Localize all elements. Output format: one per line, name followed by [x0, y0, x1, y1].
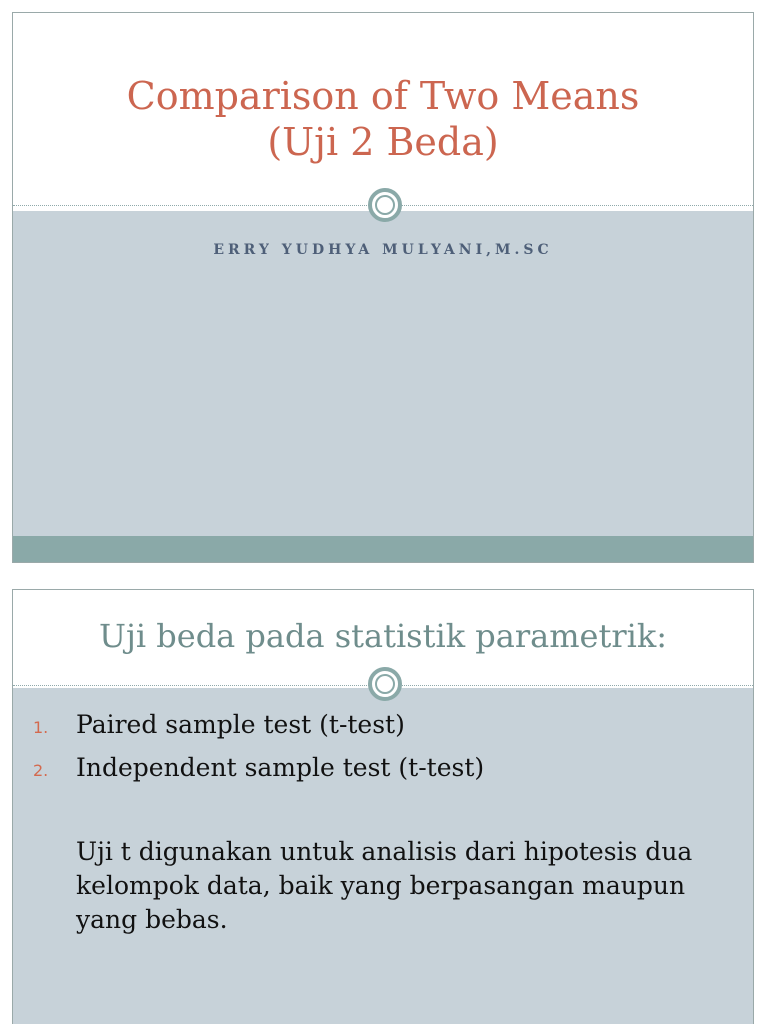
- title-slide: [12, 12, 754, 563]
- list-number: 2.: [33, 761, 49, 780]
- content-panel: [13, 211, 753, 536]
- slide-title: Uji beda pada statistik parametrik:: [98, 617, 668, 655]
- list-text: Paired sample test (t-test): [76, 710, 405, 739]
- body-paragraph: Uji t digunakan untuk analisis dari hipotesis dua kelompok data, baik yang berpasangan maupun yang bebas.: [76, 837, 693, 934]
- list-number: 1.: [33, 718, 49, 737]
- title-area: [13, 13, 753, 207]
- ring-ornament-icon: [368, 188, 402, 222]
- slide-title-line-1: Comparison of Two Means: [126, 74, 640, 118]
- slide-title-line-2: (Uji 2 Beda): [267, 120, 499, 164]
- list-text: Independent sample test (t-test): [76, 753, 485, 782]
- content-slide: [12, 589, 754, 1024]
- author-subtitle: ERRY YUDHYA MULYANI,M.SC: [213, 242, 553, 258]
- ring-ornament-icon: [368, 667, 402, 701]
- slide-title: [13, 73, 753, 165]
- footer-bar: [13, 536, 753, 562]
